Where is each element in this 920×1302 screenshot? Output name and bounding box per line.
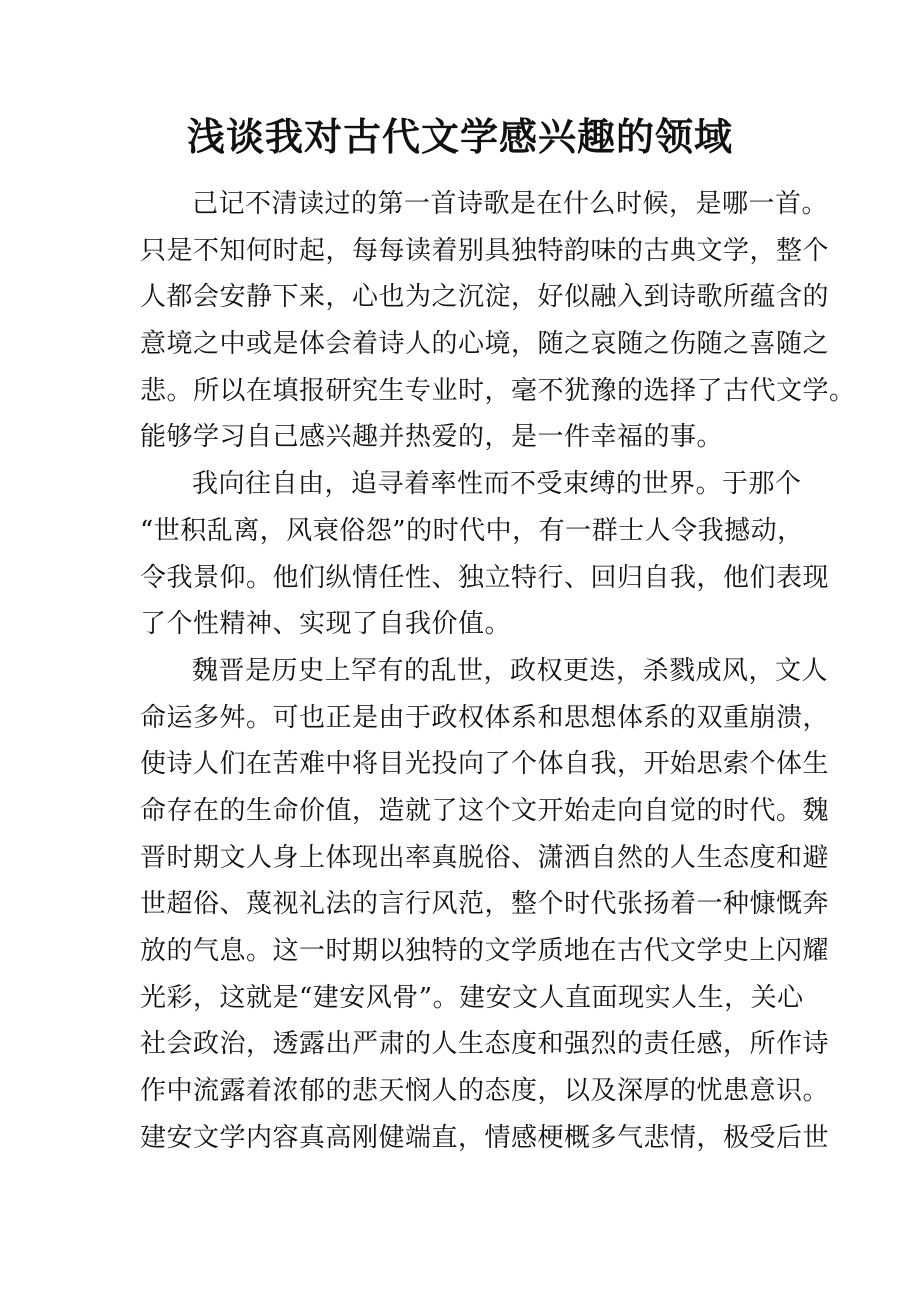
text-line: 命运多舛。可也正是由于政权体系和思想体系的双重崩溃，	[140, 702, 830, 733]
text-line: 使诗人们在苦难中将目光投向了个体自我，开始思索个体生	[140, 749, 830, 780]
text-line: 能够学习自己感兴趣并热爱的，是一件幸福的事。	[140, 422, 724, 453]
text-line: 放的气息。这一时期以独特的文学质地在古代文学史上闪耀	[140, 936, 830, 966]
text-line: 己记不清读过的第一首诗歌是在什么时候，是哪一首。	[192, 189, 829, 219]
text-line: 令我景仰。他们纵情任性、独立特行、回归自我，他们表现	[140, 562, 830, 593]
text-line: 社会政治，透露出严肃的人生态度和强烈的责任感，所作诗	[140, 1029, 830, 1060]
text-line: 我向往自由，追寻着率性而不受束缚的世界。于那个	[192, 469, 802, 500]
text-line: 人都会安静下来，心也为之沉淀，好似融入到诗歌所蕴含的	[140, 282, 830, 313]
text-line: “世积乱离，风衰俗怨”的时代中，有一群士人令我撼动，	[140, 515, 804, 546]
document-title: 浅谈我对古代文学感兴趣的领域	[186, 114, 733, 159]
text-line: 意境之中或是体会着诗人的心境，随之哀随之伤随之喜随之	[140, 329, 830, 360]
document-body	[140, 181, 856, 1161]
text-line: 悲。所以在填报研究生专业时，毫不犹豫的选择了古代文学。	[140, 375, 856, 406]
text-line: 建安文学内容真高刚健端直，情感梗概多气悲情，极受后世	[140, 1122, 830, 1153]
text-line: 魏晋是历史上罕有的乱世，政权更迭，杀戮成风，文人	[192, 655, 829, 686]
text-line: 光彩，这就是“建安风骨”。建安文人直面现实人生，关心	[140, 982, 804, 1013]
text-line: 了个性精神、实现了自我价值。	[140, 609, 512, 640]
text-line: 作中流露着浓郁的悲天悯人的态度，以及深厚的忧患意识。	[140, 1076, 830, 1107]
text-line: 只是不知何时起，每每读着别具独特韵味的古典文学，整个	[140, 235, 830, 266]
text-line: 世超俗、蔑视礼法的言行风范，整个时代张扬着一种慷慨奔	[140, 889, 830, 920]
text-line: 命存在的生命价值，造就了这个文开始走向自觉的时代。魏	[140, 795, 830, 826]
text-line: 晋时期文人身上体现出率真脱俗、潇洒自然的人生态度和避	[140, 842, 830, 873]
